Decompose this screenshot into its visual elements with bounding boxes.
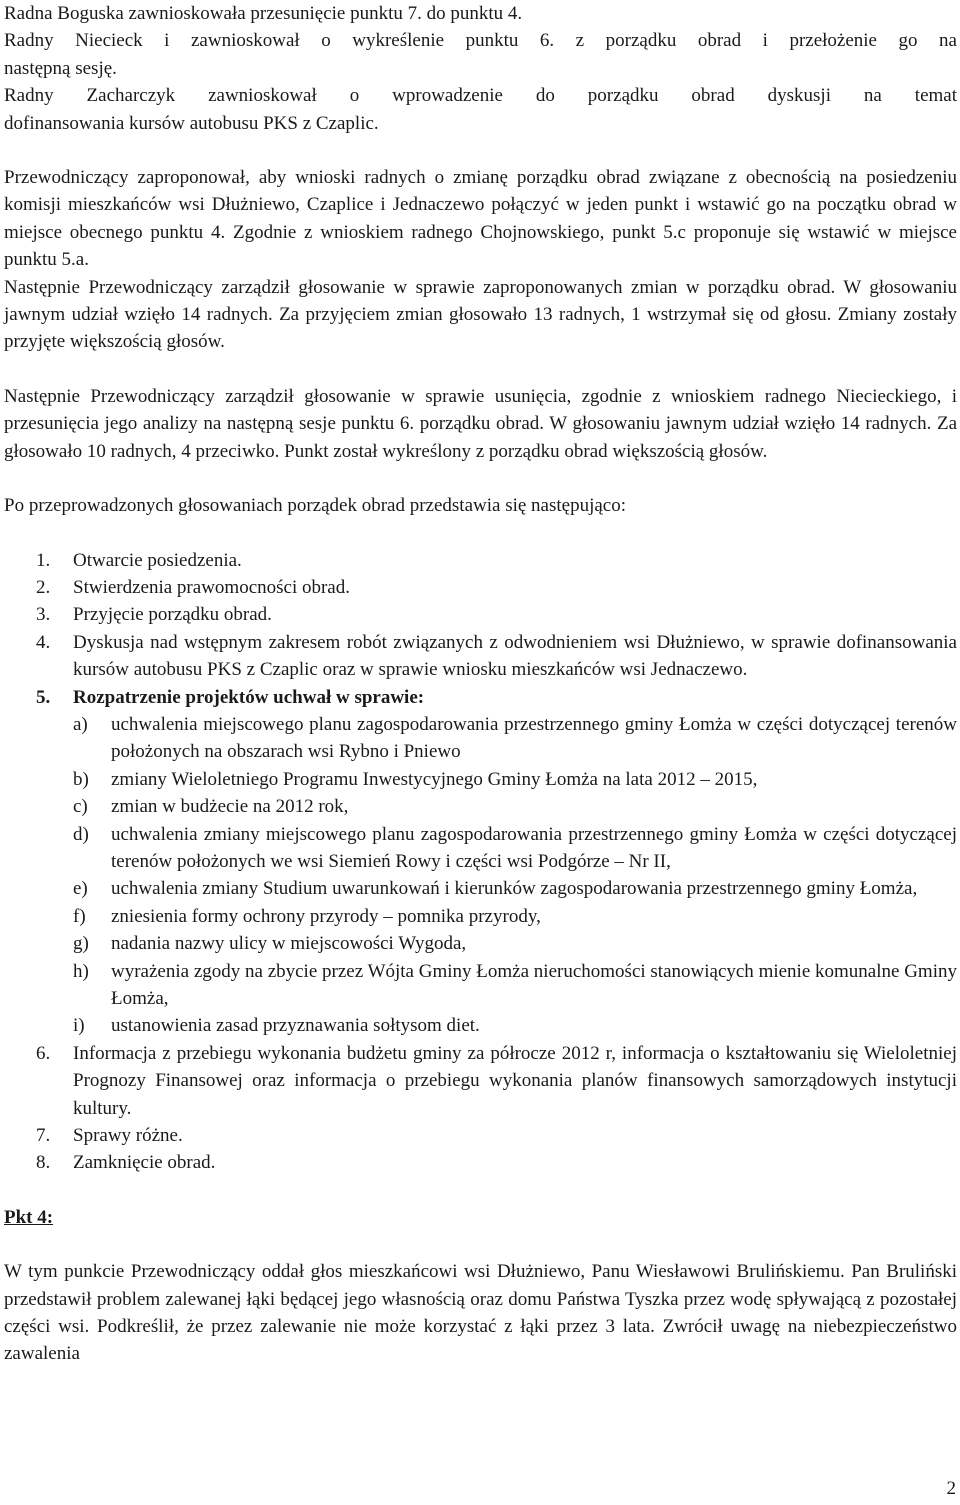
agenda-item-text: Sprawy różne.: [73, 1125, 183, 1147]
agenda-item: [4, 547, 957, 574]
spacer: [4, 356, 957, 383]
resolution-item: [73, 793, 957, 820]
spacer: [4, 520, 957, 547]
agenda-list: [4, 547, 957, 1177]
resolution-item-text: zmiany Wieloletniego Programu Inwestycyjnego Gminy Łomża na lata 2012 – 2015,: [111, 768, 758, 790]
resolution-item: [73, 930, 957, 957]
resolution-item-letter: c): [73, 796, 88, 818]
resolution-item-letter: h): [73, 960, 89, 982]
agenda-item-number: 5.: [36, 686, 51, 708]
intro-line-1: Radna Boguska zawnioskowała przesunięcie punktu 7. do punktu 4.: [4, 3, 523, 24]
resolution-item-text: nadania nazwy ulicy w miejscowości Wygoda,: [111, 933, 467, 955]
resolution-item-text: ustanowienia zasad przyznawania sołtysom diet.: [111, 1015, 480, 1037]
paragraph-vote-changes: Następnie Przewodniczący zarządził głosowanie w sprawie zaproponowanych zmian w porządku obrad. W głosowaniu jawnym udział wzięło 14 radnych. Za przyjęciem zmian głosowało 13 radnych, 1 wstrzymał się od głosu. Zmiany zostały przyjęte większością głosów.: [4, 276, 957, 353]
agenda-item: [4, 1040, 957, 1122]
agenda-item-text: Stwierdzenia prawomocności obrad.: [73, 576, 350, 598]
intro-line-2a: Radny Niecieck i zawnioskował o wykreślenie punktu 6. z porządku obrad i przełożenie go na: [4, 30, 957, 52]
agenda-item-number: 2.: [36, 576, 51, 598]
agenda-item-text: Otwarcie posiedzenia.: [73, 549, 242, 571]
paragraph-vote-removal: Następnie Przewodniczący zarządził głosowanie w sprawie usunięcia, zgodnie z wnioskiem radnego Niecieckiego, i przesunięcia jego analizy na następną sesje punktu 6. porządku obrad. W głosowaniu jawnym udział wzięło 14 radnych. Za głosowało 10 radnych, 4 przeciwko. Punkt został wykreślony z porządku obrad większością głosów.: [4, 385, 957, 462]
intro-line-3b: dofinansowania kursów autobusu PKS z Czaplic.: [4, 112, 379, 134]
agenda-item: [4, 684, 957, 1040]
agenda-item-number: 4.: [36, 631, 51, 653]
resolution-item: [73, 766, 957, 793]
spacer: [4, 1177, 957, 1204]
resolution-item-letter: i): [73, 1015, 85, 1037]
paragraph-pkt4: W tym punkcie Przewodniczący oddał głos mieszkańcowi wsi Dłużniewo, Panu Wiesławowi Brulińskiemu. Pan Bruliński przedstawił problem zalewanej łąki będącej jego własnością oraz domu Państwa Tyszka przez wodę spływającą z pozostałej części wsi. Podkreślił, że przez zalewanie nie może korzystać z łąki przez 3 lata. Zwrócił uwagę na niebezpieczeństwo zawalenia: [4, 1261, 957, 1365]
resolution-item-text: uchwalenia miejscowego planu zagospodarowania przestrzennego gminy Łomża w części dotyczącej terenów położonych na obszarach wsi Rybno i Pniewo: [111, 713, 957, 763]
agenda-item-number: 1.: [36, 549, 51, 571]
intro-line-3a: Radny Zacharczyk zawnioskował o wprowadzenie do porządku obrad dyskusji na temat: [4, 85, 957, 107]
page-number: 2: [946, 1478, 956, 1499]
agenda-item-number: 8.: [36, 1152, 51, 1174]
spacer: [4, 465, 957, 492]
agenda-item: [4, 574, 957, 601]
agenda-item-text: Zamknięcie obrad.: [73, 1152, 216, 1174]
agenda-item: [4, 629, 957, 684]
resolution-item: [73, 875, 957, 902]
agenda-item-number: 6.: [36, 1042, 51, 1064]
section-heading: Pkt 4:: [4, 1206, 54, 1228]
spacer: [4, 137, 957, 164]
resolution-item-letter: g): [73, 933, 89, 955]
paragraph-proposal: Przewodniczący zaproponował, aby wnioski radnych o zmianę porządku obrad związane z obecnością na posiedzeniu komisji mieszkańców wsi Dłużniewo, Czaplice i Jednaczewo połączyć w jeden punkt i wstawić go na początku obrad w miejsce obecnego punktu 4. Zgodnie z wnioskiem radnego Chojnowskiego, punkt 5.c proponuje się wstawić w miejsce punktu 5.a.: [4, 167, 957, 271]
resolution-list: [73, 711, 957, 1040]
agenda-item: [4, 1149, 957, 1176]
resolution-item: [73, 958, 957, 1013]
resolution-item: [73, 711, 957, 766]
resolution-item-letter: e): [73, 878, 88, 900]
resolution-item: [73, 821, 957, 876]
spacer: [4, 1231, 957, 1258]
resolution-item: [73, 1012, 957, 1039]
agenda-item: [4, 601, 957, 628]
paragraph-agenda-intro: Po przeprowadzonych głosowaniach porządek obrad przedstawia się następująco:: [4, 495, 627, 517]
resolution-item-text: zniesienia formy ochrony przyrody – pomnika przyrody,: [111, 905, 541, 927]
agenda-item-number: 3.: [36, 604, 51, 626]
resolution-item-text: zmian w budżecie na 2012 rok,: [111, 796, 349, 818]
intro-line-2b: następną sesję.: [4, 57, 117, 79]
agenda-item-text: Rozpatrzenie projektów uchwał w sprawie:: [73, 686, 425, 708]
resolution-item-letter: a): [73, 713, 88, 735]
agenda-item-text: Przyjęcie porządku obrad.: [73, 604, 272, 626]
resolution-item-letter: b): [73, 768, 89, 790]
resolution-item-text: uchwalenia zmiany Studium uwarunkowań i kierunków zagospodarowania przestrzennego gminy Łomża,: [111, 878, 918, 900]
agenda-item-text: Informacja z przebiegu wykonania budżetu gminy za półrocze 2012 r, informacja o kształtowaniu się Wieloletniej Prognozy Finansowej oraz informacja o przebiegu wykonania planów finansowych samorządowych instytucji kultury.: [73, 1042, 957, 1119]
document-page: [4, 0, 957, 1368]
resolution-item: [73, 903, 957, 930]
agenda-item-text: Dyskusja nad wstępnym zakresem robót związanych z odwodnieniem wsi Dłużniewo, w sprawie dofinansowania kursów autobusu PKS z Czaplic oraz w sprawie wniosku mieszkańców wsi Jednaczewo.: [73, 631, 957, 681]
resolution-item-letter: d): [73, 823, 89, 845]
resolution-item-text: uchwalenia zmiany miejscowego planu zagospodarowania przestrzennego gminy Łomża w części dotyczącej terenów położonych we wsi Siemień Rowy i części wsi Podgórze – Nr II,: [111, 823, 957, 872]
agenda-item-number: 7.: [36, 1125, 51, 1147]
agenda-item: [4, 1122, 957, 1149]
resolution-item-text: wyrażenia zgody na zbycie przez Wójta Gminy Łomża nieruchomości stanowiących mienie komunalne Gminy Łomża,: [111, 960, 957, 1009]
resolution-item-letter: f): [73, 905, 86, 927]
